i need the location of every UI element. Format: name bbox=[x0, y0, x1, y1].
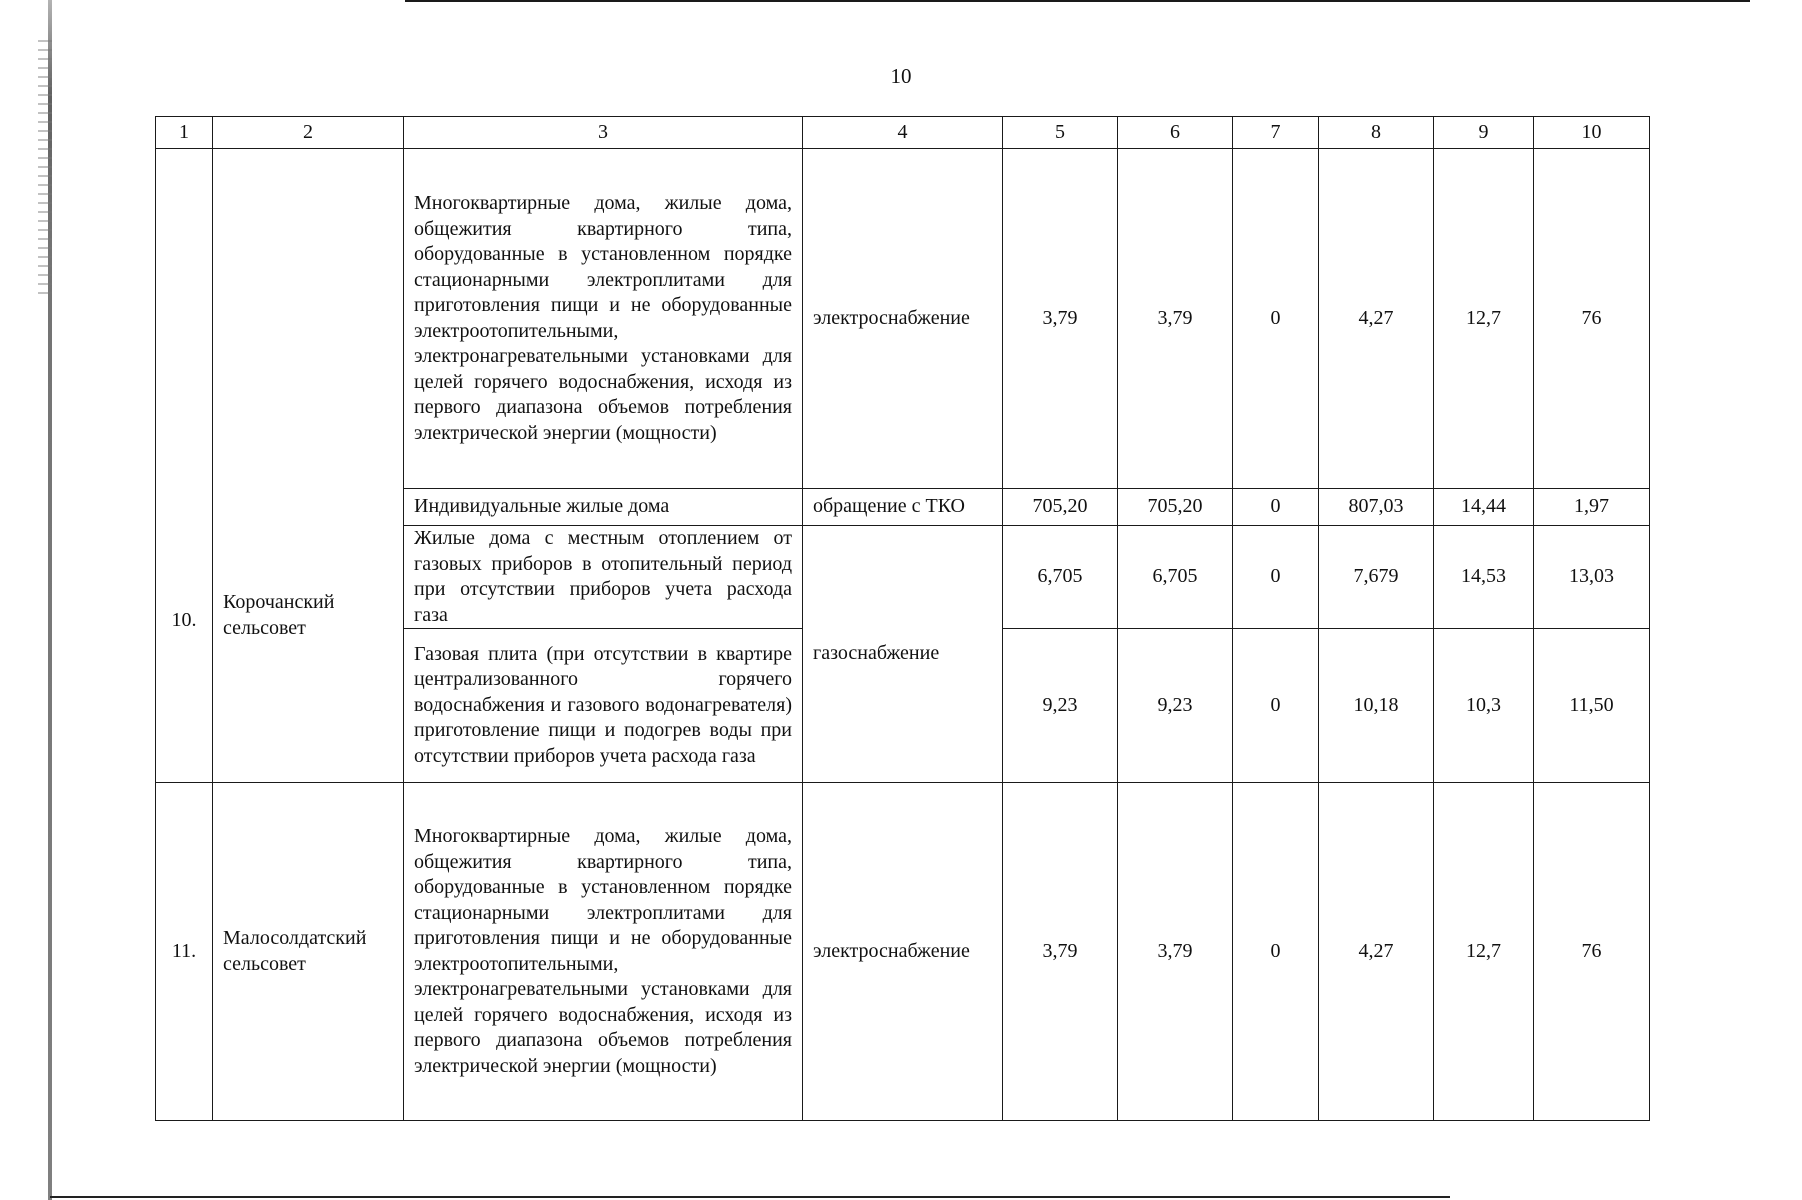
row-index: 11. bbox=[156, 783, 213, 1121]
value-cell: 6,705 bbox=[1118, 526, 1233, 629]
value-cell: 0 bbox=[1233, 629, 1319, 783]
value-cell: 9,23 bbox=[1118, 629, 1233, 783]
value-cell: 12,7 bbox=[1434, 783, 1534, 1121]
value-cell: 0 bbox=[1233, 149, 1319, 489]
value-cell: 3,79 bbox=[1003, 783, 1118, 1121]
consumer-category: Жилые дома с местным отоплением от газовых приборов в отопительный период при отсутствии приборов учета расхода газа bbox=[404, 526, 803, 629]
value-cell: 3,79 bbox=[1118, 783, 1233, 1121]
value-cell: 4,27 bbox=[1319, 783, 1434, 1121]
value-cell: 14,53 bbox=[1434, 526, 1534, 629]
column-header: 1 bbox=[156, 117, 213, 149]
value-cell: 76 bbox=[1534, 783, 1650, 1121]
page-number: 10 bbox=[890, 64, 912, 88]
column-header: 8 bbox=[1319, 117, 1434, 149]
table-row bbox=[156, 783, 1650, 1121]
value-cell: 3,79 bbox=[1118, 149, 1233, 489]
value-cell: 705,20 bbox=[1118, 489, 1233, 526]
utility-service: электроснабжение bbox=[803, 783, 1003, 1121]
table-header-row bbox=[156, 117, 1650, 149]
value-cell: 9,23 bbox=[1003, 629, 1118, 783]
column-header: 4 bbox=[803, 117, 1003, 149]
value-cell: 6,705 bbox=[1003, 526, 1118, 629]
column-header: 5 bbox=[1003, 117, 1118, 149]
value-cell: 0 bbox=[1233, 526, 1319, 629]
consumer-category: Многоквартирные дома, жилые дома, общежития квартирного типа, оборудованные в установленном порядке стационарными электроплитами для приготовления пищи и не оборудованные электроотопительными, электронагревательными установками для целей горячего водоснабжения, исходя из первого диапазона объемов потребления электрической энергии (мощности) bbox=[404, 149, 803, 489]
value-cell: 4,27 bbox=[1319, 149, 1434, 489]
value-cell: 10,18 bbox=[1319, 629, 1434, 783]
settlement-name: Корочанский сельсовет bbox=[213, 149, 404, 783]
utility-service: электроснабжение bbox=[803, 149, 1003, 489]
value-cell: 10,3 bbox=[1434, 629, 1534, 783]
settlement-name: Малосолдатский сельсовет bbox=[213, 783, 404, 1121]
value-cell: 76 bbox=[1534, 149, 1650, 489]
scan-top-rule bbox=[405, 0, 1750, 2]
value-cell: 807,03 bbox=[1319, 489, 1434, 526]
value-cell: 7,679 bbox=[1319, 526, 1434, 629]
column-header: 6 bbox=[1118, 117, 1233, 149]
consumer-category: Индивидуальные жилые дома bbox=[404, 489, 803, 526]
consumer-category: Газовая плита (при отсутствии в квартире централизованного горячего водоснабжения и газового водонагревателя) приготовление пищи и подогрев воды при отсутствии приборов учета расхода газа bbox=[404, 629, 803, 783]
value-cell: 0 bbox=[1233, 783, 1319, 1121]
utility-service: обращение с ТКО bbox=[803, 489, 1003, 526]
value-cell: 14,44 bbox=[1434, 489, 1534, 526]
column-header: 3 bbox=[404, 117, 803, 149]
utility-service: газоснабжение bbox=[803, 526, 1003, 783]
consumer-category: Многоквартирные дома, жилые дома, общежития квартирного типа, оборудованные в установленном порядке стационарными электроплитами для приготовления пищи и не оборудованные электроотопительными, электронагревательными установками для целей горячего водоснабжения, исходя из первого диапазона объемов потребления электрической энергии (мощности) bbox=[404, 783, 803, 1121]
row-index: 10. bbox=[156, 149, 213, 783]
value-cell: 13,03 bbox=[1534, 526, 1650, 629]
column-header: 10 bbox=[1534, 117, 1650, 149]
column-header: 9 bbox=[1434, 117, 1534, 149]
table-row bbox=[156, 149, 1650, 489]
value-cell: 0 bbox=[1233, 489, 1319, 526]
column-header: 7 bbox=[1233, 117, 1319, 149]
value-cell: 1,97 bbox=[1534, 489, 1650, 526]
value-cell: 3,79 bbox=[1003, 149, 1118, 489]
tariff-table bbox=[155, 116, 1650, 1121]
scan-bottom-rule bbox=[50, 1196, 1450, 1198]
value-cell: 705,20 bbox=[1003, 489, 1118, 526]
value-cell: 12,7 bbox=[1434, 149, 1534, 489]
value-cell: 11,50 bbox=[1534, 629, 1650, 783]
column-header: 2 bbox=[213, 117, 404, 149]
